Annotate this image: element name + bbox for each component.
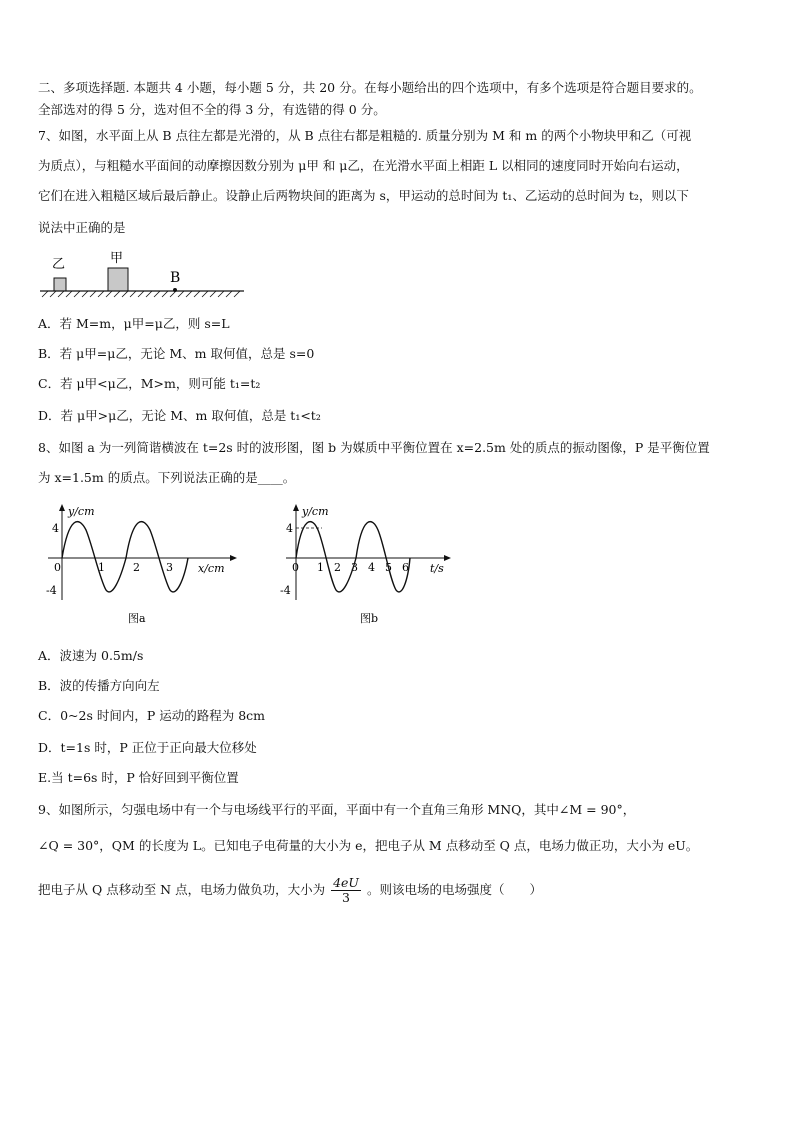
graph-b-tick-x-6: 6	[402, 561, 409, 574]
graph-b-caption: 图b	[360, 612, 379, 625]
q7-text-line4: 说法中正确的是	[38, 220, 126, 235]
graph-a-tick-x-0: 0	[54, 561, 61, 574]
q7-figure	[38, 248, 248, 300]
graph-a-caption: 图a	[128, 612, 146, 625]
q7-text-line1: 7、如图，水平面上从 B 点往左都是光滑的，从 B 点往右都是粗糙的. 质量分别为 M 和 m 的两个小物块甲和乙（可视	[38, 128, 692, 143]
graph-a-y-arrow	[59, 504, 65, 511]
graph-b-xlabel: t/s	[430, 562, 444, 575]
q7-label-b: B	[170, 270, 181, 286]
graph-b-tick-x-3: 3	[351, 561, 358, 574]
q8-option-e: E.当 t=6s 时，P 恰好回到平衡位置	[38, 770, 239, 785]
q8-graph-a	[38, 500, 238, 630]
q8-option-b: B．波的传播方向向左	[38, 678, 160, 693]
fraction-denominator: 3	[342, 889, 350, 905]
q8-option-c: C．0~2s 时间内，P 运动的路程为 8cm	[38, 708, 265, 723]
graph-b-wave	[296, 522, 410, 592]
graph-a-tick-x-1: 1	[98, 561, 105, 574]
graph-a-x-arrow	[230, 555, 237, 561]
graph-b-x-arrow	[444, 555, 451, 561]
graph-a-ylabel: y/cm	[68, 505, 95, 518]
q7-text-line3: 它们在进入粗糙区域后最后静止。设静止后两物块间的距离为 s，甲运动的总时间为 t₁、乙运动的总时间为 t₂，则以下	[38, 188, 689, 203]
q7-label-jia: 甲	[110, 251, 124, 266]
q8-text-line2: 为 x=1.5m 的质点。下列说法正确的是____。	[38, 470, 296, 485]
q9-text-line3b: 。则该电场的电场强度（ ）	[366, 881, 542, 897]
graph-b-tick-y-neg: -4	[280, 584, 291, 597]
fraction-4eu-over-3	[331, 876, 361, 905]
graph-a-wave	[62, 522, 188, 592]
graph-b-ylabel: y/cm	[302, 505, 329, 518]
graph-b-y-arrow	[293, 504, 299, 511]
q7-text-line2: 为质点），与粗糙水平面间的动摩擦因数分别为 μ甲 和 μ乙，在光滑水平面上相距 L 以相同的速度同时开始向右运动，	[38, 158, 689, 173]
graph-b-tick-x-4: 4	[368, 561, 375, 574]
q8-option-a: A．波速为 0.5m/s	[38, 648, 144, 663]
graph-a-tick-x-3: 3	[166, 561, 173, 574]
q7-option-a: A．若 M=m，μ甲=μ乙，则 s=L	[38, 316, 230, 331]
graph-b-tick-x-1: 1	[317, 561, 324, 574]
q8-text-line1: 8、如图 a 为一列简谐横波在 t=2s 时的波形图，图 b 为媒质中平衡位置在 x=2.5m 处的质点的振动图像，P 是平衡位置	[38, 440, 710, 455]
q7-option-d: D．若 μ甲>μ乙，无论 M、m 取何值，总是 t₁<t₂	[38, 408, 321, 423]
q9-text-line3a: 把电子从 Q 点移动至 N 点，电场力做负功，大小为	[38, 881, 326, 897]
q7-label-yi: 乙	[52, 257, 66, 272]
section-header-line1: 二、多项选择题. 本题共 4 小题，每小题 5 分，共 20 分。在每小题给出的四个选项中，有多个选项是符合题目要求的。	[38, 80, 702, 95]
q7-option-b: B．若 μ甲=μ乙，无论 M、m 取何值，总是 s=0	[38, 346, 315, 361]
ground-hatch	[42, 291, 240, 297]
q7-option-c: C．若 μ甲<μ乙，M>m，则可能 t₁=t₂	[38, 376, 261, 391]
graph-b-tick-x-0: 0	[292, 561, 299, 574]
graph-a-tick-x-2: 2	[133, 561, 140, 574]
graph-a-tick-y-pos: 4	[52, 522, 59, 535]
block-jia	[108, 268, 128, 291]
q9-text-line3	[38, 876, 542, 905]
q8-graph-b	[272, 500, 452, 630]
graph-a-xlabel: x/cm	[198, 562, 225, 575]
graph-a-tick-y-neg: -4	[46, 584, 57, 597]
section-header-line2: 全部选对的得 5 分，选对但不全的得 3 分，有选错的得 0 分。	[38, 102, 386, 117]
q9-text-line1: 9、如图所示，匀强电场中有一个与电场线平行的平面，平面中有一个直角三角形 MNQ，其中∠M = 90°，	[38, 802, 636, 817]
graph-b-tick-x-5: 5	[385, 561, 392, 574]
q9-text-line2: ∠Q = 30°，QM 的长度为 L。已知电子电荷量的大小为 e，把电子从 M 点移动至 Q 点，电场力做正功，大小为 eU。	[38, 838, 699, 853]
block-yi	[54, 278, 66, 291]
graph-b-tick-y-pos: 4	[286, 522, 293, 535]
q8-option-d: D．t=1s 时，P 正位于正向最大位移处	[38, 740, 257, 755]
graph-b-tick-x-2: 2	[334, 561, 341, 574]
fraction-numerator: 4eU	[333, 875, 359, 890]
